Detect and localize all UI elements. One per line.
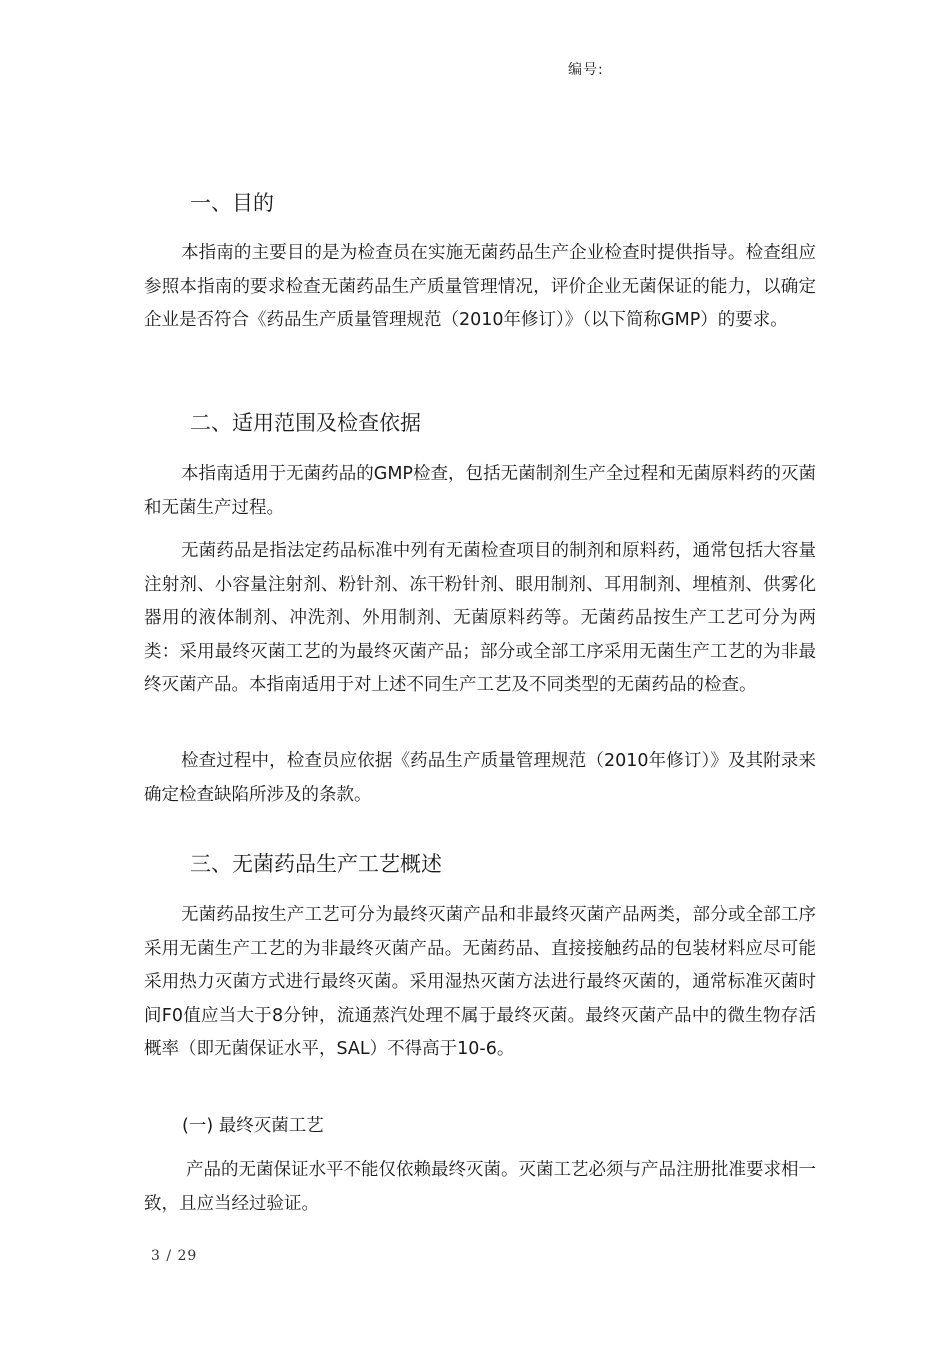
paragraph-process-overview: 无菌药品按生产工艺可分为最终灭菌产品和非最终灭菌产品两类，部分或全部工序采用无菌生产工艺的为非最终灭菌产品。无菌药品、直接接触药品的包装材料应尽可能采用热力灭菌方式进行最终灭菌。采用湿热灭菌方法进行最终灭菌的，通常标准灭菌时间F0值应当大于8分钟，流通蒸汽处理不属于最终灭菌。最终灭菌产品中的微生物存活概率（即无菌保证水平，SAL）不得高于10-6。 <box>144 905 816 1059</box>
page-footer-number: 3 / 29 <box>151 1248 198 1264</box>
paragraph-purpose: 本指南的主要目的是为检查员在实施无菌药品生产企业检查时提供指导。检查组应参照本指南的要求检查无菌药品生产质量管理情况，评价企业无菌保证的能力，以确定企业是否符合《药品生产质量管理规范（2010年修订）》（以下简称GMP）的要求。 <box>144 243 816 330</box>
section-heading-purpose: 一、目的 <box>190 191 274 215</box>
section-heading-scope: 二、适用范围及检查依据 <box>190 411 421 435</box>
subsection-heading-terminal-sterilization: (一) 最终灭菌工艺 <box>182 1116 324 1136</box>
paragraph-terminal-sterilization: 产品的无菌保证水平不能仅依赖最终灭菌。灭菌工艺必须与产品注册批准要求相一致，且应当经过验证。 <box>144 1160 816 1214</box>
document-number-label: 编号: <box>568 62 604 78</box>
paragraph-scope-2: 无菌药品是指法定药品标准中列有无菌检查项目的制剂和原料药，通常包括大容量注射剂、小容量注射剂、粉针剂、冻干粉针剂、眼用制剂、耳用制剂、埋植剂、供雾化器用的液体制剂、冲洗剂、外用制剂、无菌原料药等。无菌药品按生产工艺可分为两类：采用最终灭菌工艺的为最终灭菌产品；部分或全部工序采用无菌生产工艺的为非最终灭菌产品。本指南适用于对上述不同生产工艺及不同类型的无菌药品的检查。 <box>144 541 816 695</box>
paragraph-scope-1: 本指南适用于无菌药品的GMP检查，包括无菌制剂生产全过程和无菌原料药的灭菌和无菌生产过程。 <box>144 464 816 518</box>
section-heading-process-overview: 三、无菌药品生产工艺概述 <box>190 852 442 876</box>
paragraph-scope-3: 检查过程中，检查员应依据《药品生产质量管理规范（2010年修订）》及其附录来确定检查缺陷所涉及的条款。 <box>144 751 816 805</box>
